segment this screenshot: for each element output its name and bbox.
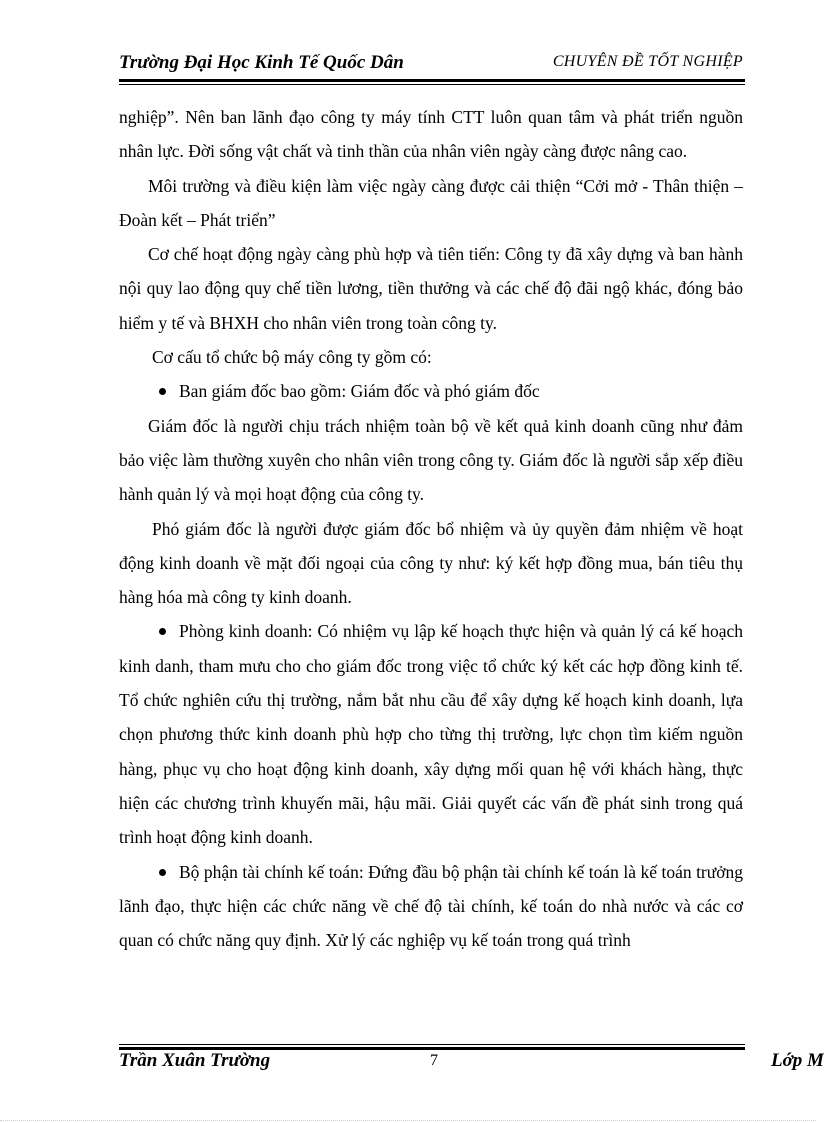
bullet-dot xyxy=(159,628,166,635)
bullet-board-text: Ban giám đốc bao gồm: Giám đốc và phó giám đốc xyxy=(179,381,540,402)
paragraph-work-environment: Môi trường và điều kiện làm việc ngày càng được cải thiện “Cởi mở - Thân thiện – Đoàn kết – Phát triển” xyxy=(119,175,743,230)
bullet-finance-department xyxy=(119,855,743,958)
page-number: 7 xyxy=(430,1052,438,1069)
bullet-sales-text: Phòng kinh doanh: Có nhiệm vụ lập kế hoạch thực hiện và quản lý cá kế hoạch kinh danh, tham mưu cho cho giám đốc trong việc tổ chức ký kết các hợp đồng kinh tế. Tổ chức nghiên cứu thị trường, nắm bắt nhu cầu để xây dựng kế hoạch kinh doanh, lựa chọn phương thức kinh doanh phù hợp cho từng thị trường, lực chọn tìm kiếm nguồn hàng, phục vụ cho hoạt động kinh doanh, xây dựng mối quan hệ với khách hàng, thực hiện các chương trình khuyến mãi, hậu mãi. Giải quyết các vấn đề phát sinh trong quá trình hoạt động kinh doanh. xyxy=(119,621,743,848)
paragraph-deputy-director-role: Phó giám đốc là người được giám đốc bổ nhiệm và ủy quyền đảm nhiệm về hoạt động kinh doanh về mặt đối ngoại của công ty như: ký kết hợp đồng mua, bán tiêu thụ hàng hóa mà công ty kinh doanh. xyxy=(119,518,743,608)
paragraph-operating-mechanism: Cơ chế hoạt động ngày càng phù hợp và tiên tiến: Công ty đã xây dựng và ban hành nội quy lao động quy chế tiền lương, tiền thưởng và các chế độ đãi ngộ khác, đóng bảo hiểm y tế và BHXH cho nhân viên trong toàn công ty. xyxy=(119,244,743,333)
paragraph-continuation: nghiệp”. Nên ban lãnh đạo công ty máy tính CTT luôn quan tâm và phát triển nguồn nhân lực. Đời sống vật chất và tinh thần của nhân viên ngày càng được nâng cao. xyxy=(119,107,743,162)
paragraph-director-role: Giám đốc là người chịu trách nhiệm toàn bộ về kết quả kinh doanh cũng như đảm bảo việc làm thường xuyên cho nhân viên trong công ty. Giám đốc là người sắp xếp điều hành quản lý và mọi hoạt động của công ty. xyxy=(119,415,743,505)
footer-rule-thin xyxy=(119,1044,745,1045)
bullet-dot xyxy=(159,388,166,395)
paragraph-org-structure: Cơ cấu tổ chức bộ máy công ty gồm có: xyxy=(152,347,432,368)
footer-author: Trần Xuân Trường xyxy=(119,1050,271,1071)
page-body xyxy=(119,100,743,957)
footer-class: Lớp M xyxy=(771,1050,824,1071)
page-header xyxy=(119,50,743,78)
header-rule-thin xyxy=(119,84,745,85)
page-footer xyxy=(119,1050,824,1074)
bullet-board-of-directors xyxy=(119,374,743,408)
bullet-finance-text: Bộ phận tài chính kế toán: Đứng đầu bộ phận tài chính kế toán là kế toán trưởng lãnh đạo, thực hiện các chức năng về chế độ tài chính, kế toán do nhà nước và các cơ quan có chức năng quy định. Xử lý các nghiệp vụ kế toán trong quá trình xyxy=(119,861,743,951)
bullet-dot xyxy=(159,869,166,876)
header-university: Trường Đại Học Kinh Tế Quốc Dân xyxy=(119,52,404,73)
page-bottom-dotted-line xyxy=(0,1120,816,1121)
bullet-sales-department xyxy=(119,614,743,854)
header-rule-thick xyxy=(119,79,745,82)
header-document-type: CHUYÊN ĐỀ TỐT NGHIỆP xyxy=(552,53,743,70)
